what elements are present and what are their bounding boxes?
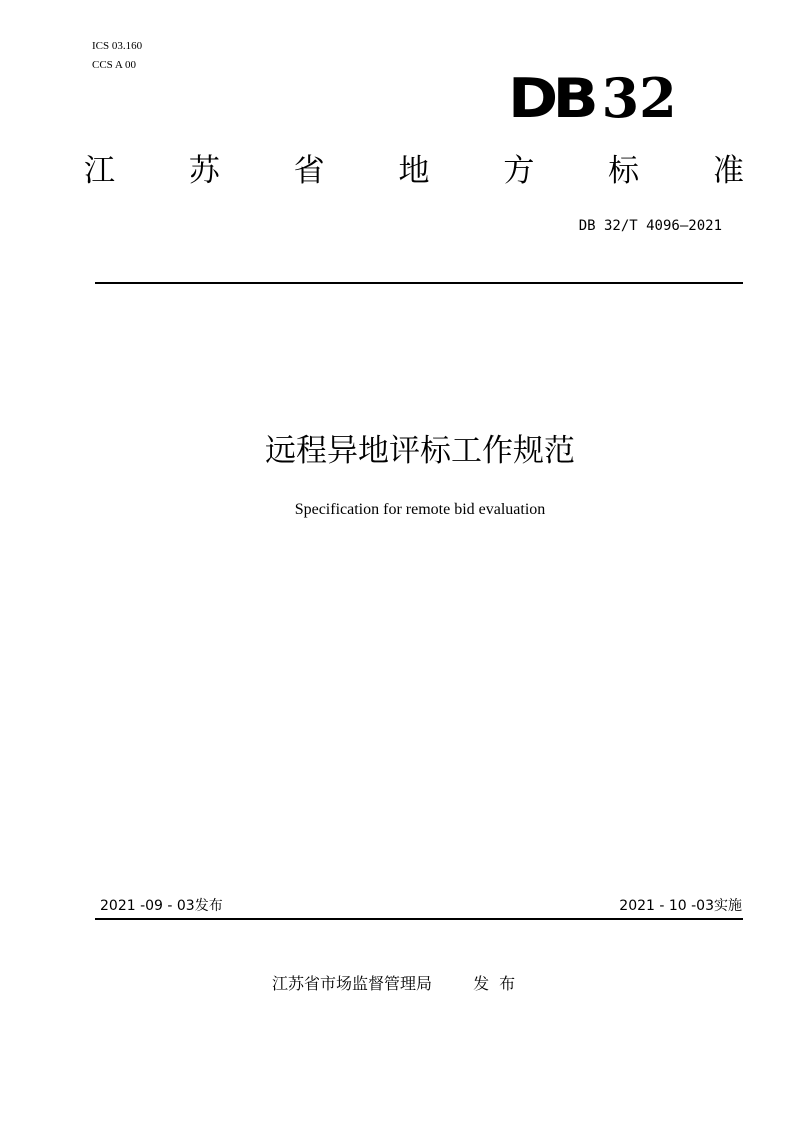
publish-label: 发布 — [473, 974, 526, 993]
top-divider — [95, 282, 743, 284]
publisher-line — [272, 973, 525, 995]
document-title-english: Specification for remote bid evaluation — [294, 501, 546, 518]
implementation-date: 2021 - 10 -03实施 — [619, 898, 742, 914]
standard-title-char: 地 — [398, 153, 430, 189]
standard-title — [84, 150, 744, 192]
issue-date: 2021 -09 - 03发布 — [100, 898, 223, 914]
db-logo — [508, 62, 677, 134]
document-title-chinese: 远程异地评标工作规范 — [265, 433, 575, 469]
standard-title-char: 苏 — [188, 153, 220, 189]
standard-code: DB 32/T 4096—2021 — [578, 218, 722, 234]
db-logo-letters: DB — [508, 67, 594, 130]
standard-title-char: 省 — [293, 153, 325, 189]
ics-code: ICS 03.160 — [92, 40, 143, 52]
standard-title-char: 方 — [503, 153, 535, 189]
standard-title-char: 准 — [712, 153, 744, 189]
standard-title-char: 江 — [84, 153, 115, 189]
db-logo-number: 32 — [601, 66, 677, 130]
publisher-name: 江苏省市场监督管理局 — [272, 974, 433, 993]
ccs-code: CCS A 00 — [92, 59, 137, 71]
bottom-divider — [95, 918, 743, 920]
standard-title-char: 标 — [608, 153, 640, 189]
